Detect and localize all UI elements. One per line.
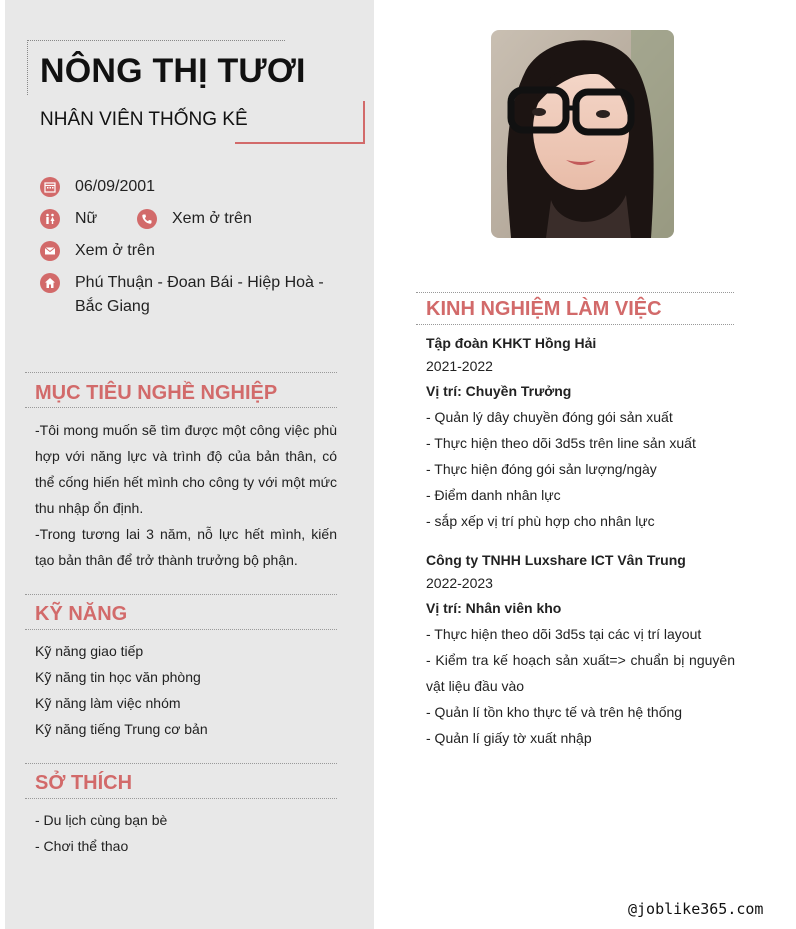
title-underline-vertical xyxy=(363,101,365,144)
mail-icon xyxy=(40,241,60,261)
hobby-item: - Du lịch cùng bạn bè xyxy=(35,812,168,828)
job-entry xyxy=(426,549,735,751)
job-duty: - Kiểm tra kế hoạch sản xuất=> chuẩn bị nguyên vật liệu đầu vào xyxy=(426,652,735,694)
company-name: Công ty TNHH Luxshare ICT Vân Trung xyxy=(426,552,686,568)
skill-item: Kỹ năng làm việc nhóm xyxy=(35,695,181,711)
watermark: @joblike365.com xyxy=(628,900,764,918)
job-duty: - Điểm danh nhân lực xyxy=(426,487,561,503)
objective-paragraph: -Trong tương lai 3 năm, nỗ lực hết mình, kiến tạo bản thân để trở thành trưởng bộ phận. xyxy=(35,526,337,568)
skills-heading: KỸ NĂNG xyxy=(25,594,337,630)
phone: Xem ở trên xyxy=(172,210,252,227)
job-duty: - Thực hiện đóng gói sản lượng/ngày xyxy=(426,461,657,477)
profile-photo xyxy=(491,30,674,238)
skill-item: Kỹ năng tiếng Trung cơ bản xyxy=(35,721,208,737)
skills-list xyxy=(35,638,337,742)
job-role: Vị trí: Nhân viên kho xyxy=(426,600,562,616)
job-duty: - Thực hiện theo dõi 3d5s tại các vị trí layout xyxy=(426,626,702,642)
job-duty: - Thực hiện theo dõi 3d5s trên line sản xuất xyxy=(426,435,696,451)
experience-heading: KINH NGHIỆM LÀM VIỆC xyxy=(416,292,734,325)
calendar-icon xyxy=(40,177,60,197)
skill-item: Kỹ năng giao tiếp xyxy=(35,643,144,659)
objective-body xyxy=(35,417,337,573)
hobby-item: - Chơi thể thao xyxy=(35,838,129,854)
phone-icon xyxy=(137,209,157,229)
company-name: Tập đoàn KHKT Hồng Hải xyxy=(426,335,597,351)
job-years: 2022-2023 xyxy=(426,575,493,591)
job-duty: - sắp xếp vị trí phù hợp cho nhân lực xyxy=(426,513,655,529)
address: Phú Thuận - Đoan Bái - Hiệp Hoà - Bắc Giang xyxy=(75,274,324,315)
job-duty: - Quản lí giấy tờ xuất nhập xyxy=(426,730,592,746)
job-duty: - Quản lí tồn kho thực tế và trên hệ thống xyxy=(426,704,683,720)
skill-item: Kỹ năng tin học văn phòng xyxy=(35,669,201,685)
title-underline xyxy=(235,142,365,144)
objective-heading: MỤC TIÊU NGHỀ NGHIỆP xyxy=(25,372,337,408)
gender: Nữ xyxy=(75,210,98,227)
gender-icon xyxy=(40,209,60,229)
hobbies-heading: SỞ THÍCH xyxy=(25,763,337,799)
email: Xem ở trên xyxy=(75,242,155,259)
job-entry xyxy=(426,332,735,534)
birthday: 06/09/2001 xyxy=(75,178,156,195)
job-duty: - Quản lý dây chuyền đóng gói sản xuất xyxy=(426,409,673,425)
job-role: Vị trí: Chuyền Trưởng xyxy=(426,383,572,399)
job-title: NHÂN VIÊN THỐNG KÊ xyxy=(40,109,248,130)
home-icon xyxy=(40,273,60,293)
objective-paragraph: -Tôi mong muốn sẽ tìm được một công việc phù hợp với năng lực và trình độ của bản thân, có thể cống hiến hết mình cho công ty với một mức thu nhập ổn định. xyxy=(35,422,337,516)
job-years: 2021-2022 xyxy=(426,358,493,374)
hobbies-list xyxy=(35,807,337,859)
candidate-name: NÔNG THỊ TƯƠI xyxy=(40,52,306,90)
